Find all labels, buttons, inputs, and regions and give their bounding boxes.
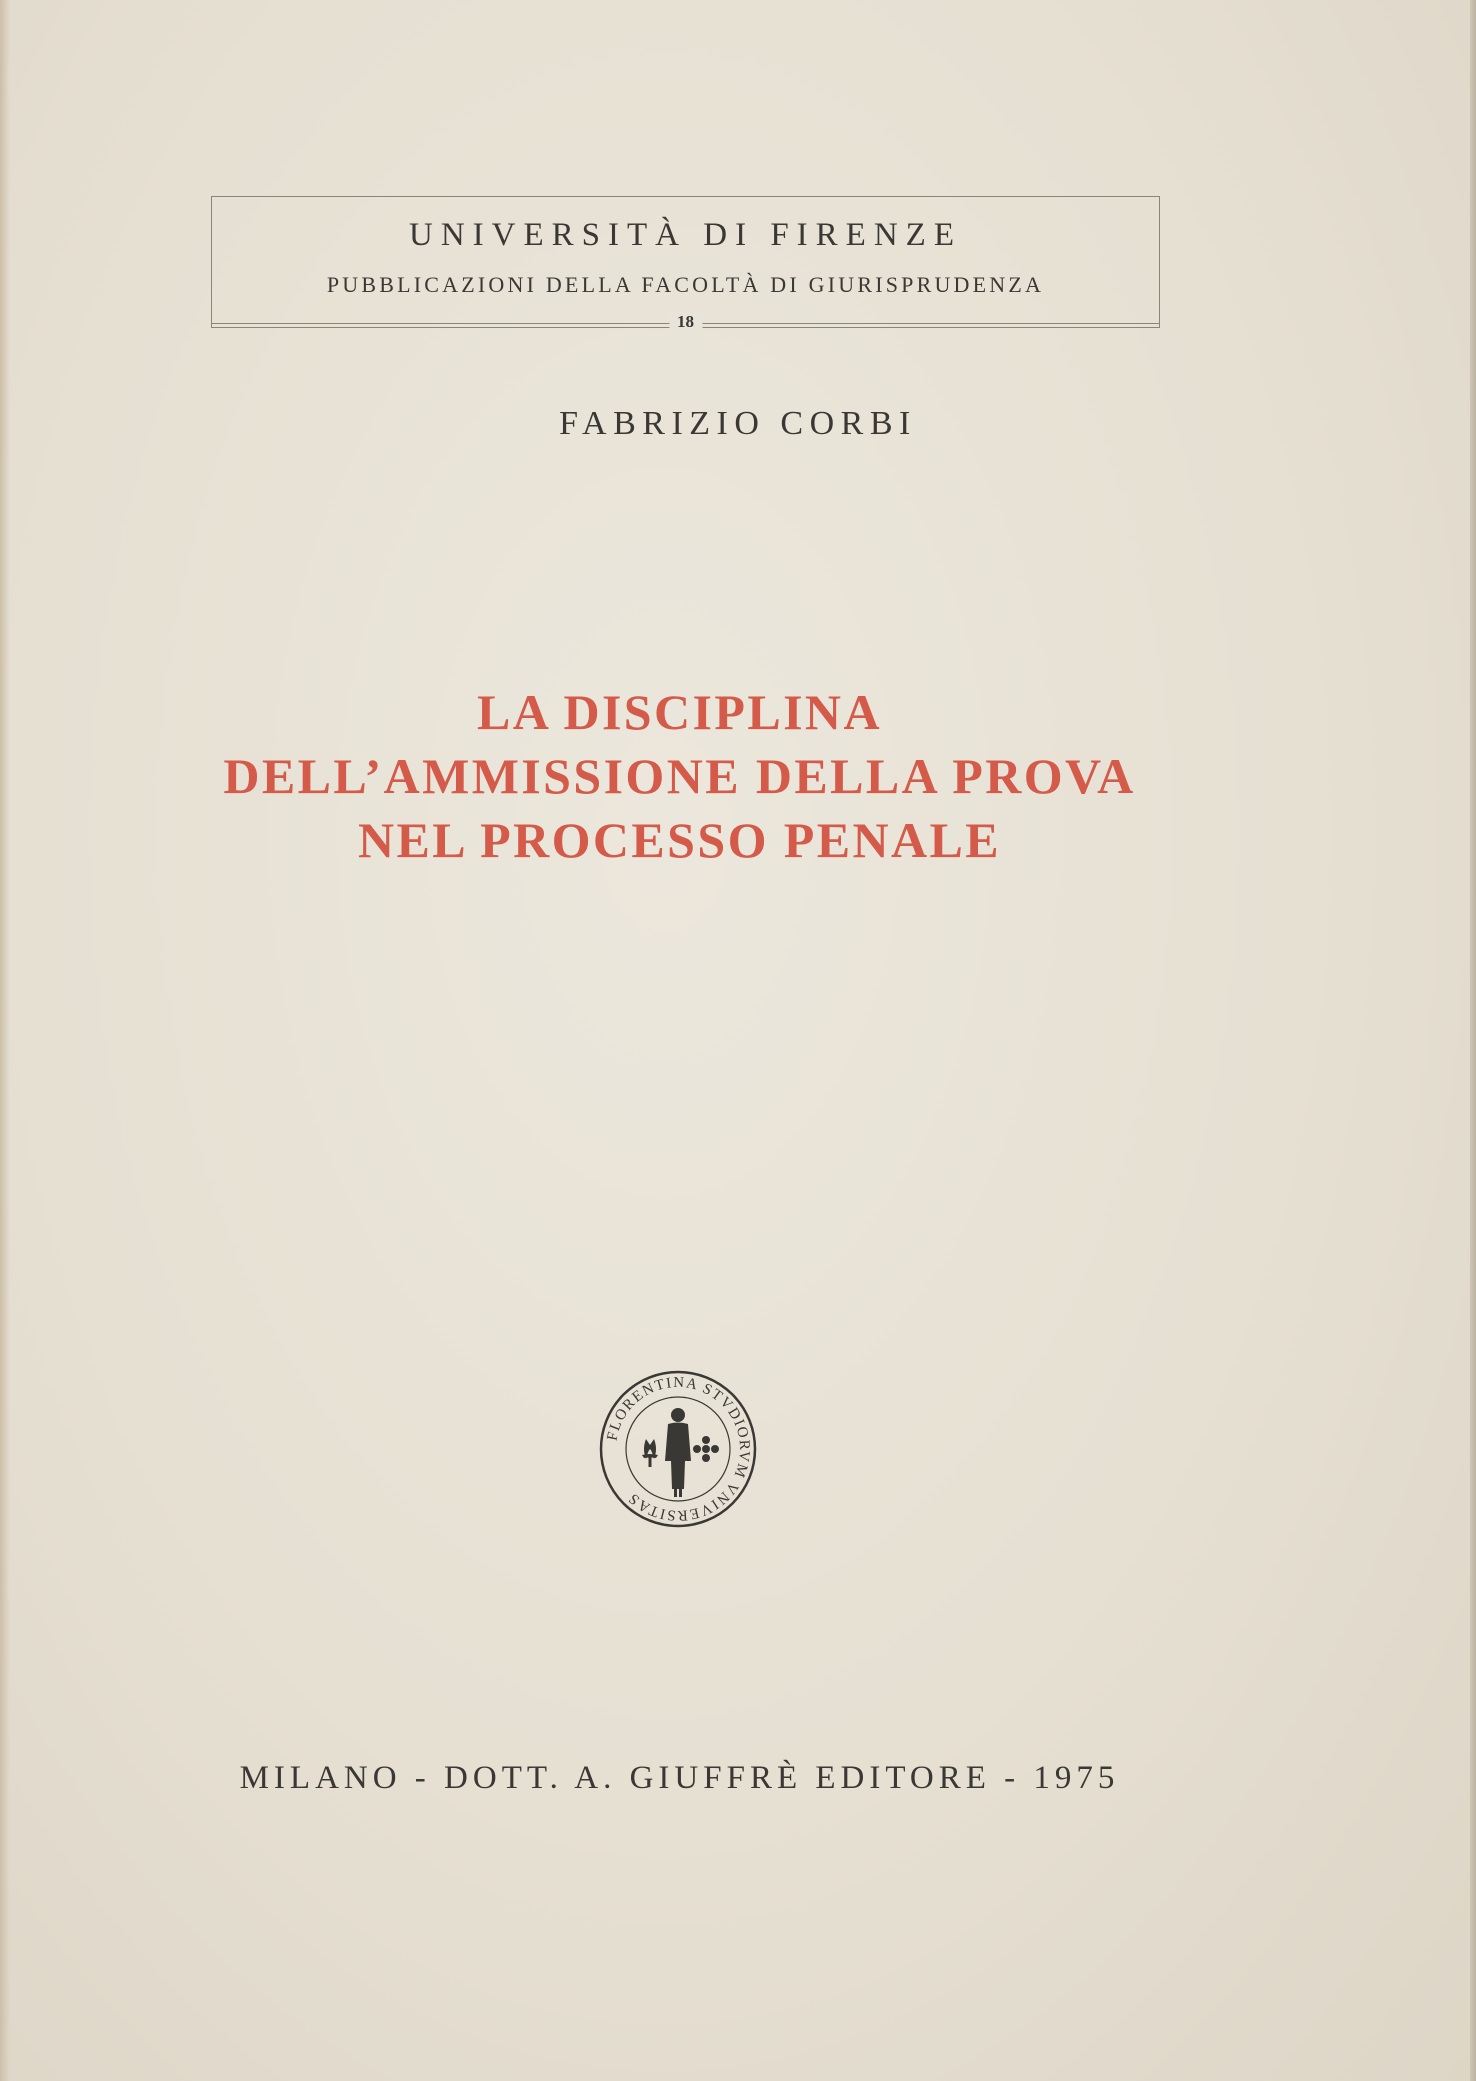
seal-inscription: FLORENTINA STVDIORVM VNIVERSITAS [604, 1374, 753, 1524]
seal-graphic [598, 1369, 758, 1529]
title-line-2: DELL’AMMISSIONE DELLA PROVA [223, 748, 1136, 804]
book-title [0, 680, 1359, 872]
series-university: UNIVERSITÀ DI FIRENZE [409, 217, 962, 253]
title-line-3: NEL PROCESSO PENALE [358, 812, 1001, 868]
series-number: 18 [669, 311, 702, 333]
author-name: FABRIZIO CORBI [559, 405, 917, 442]
series-box [211, 196, 1160, 331]
university-seal-icon [598, 1369, 758, 1529]
cover-right-edge [1470, 0, 1476, 2081]
title-line-1: LA DISCIPLINA [477, 684, 882, 740]
cross-icon [693, 1436, 719, 1462]
series-faculty: PUBBLICAZIONI DELLA FACOLTÀ DI GIURISPRUDENZA [326, 272, 1045, 297]
saint-figure [665, 1408, 691, 1497]
lily-icon [642, 1439, 658, 1467]
publisher-line: MILANO - DOTT. A. GIUFFRÈ EDITORE - 1975 [239, 1760, 1120, 1796]
